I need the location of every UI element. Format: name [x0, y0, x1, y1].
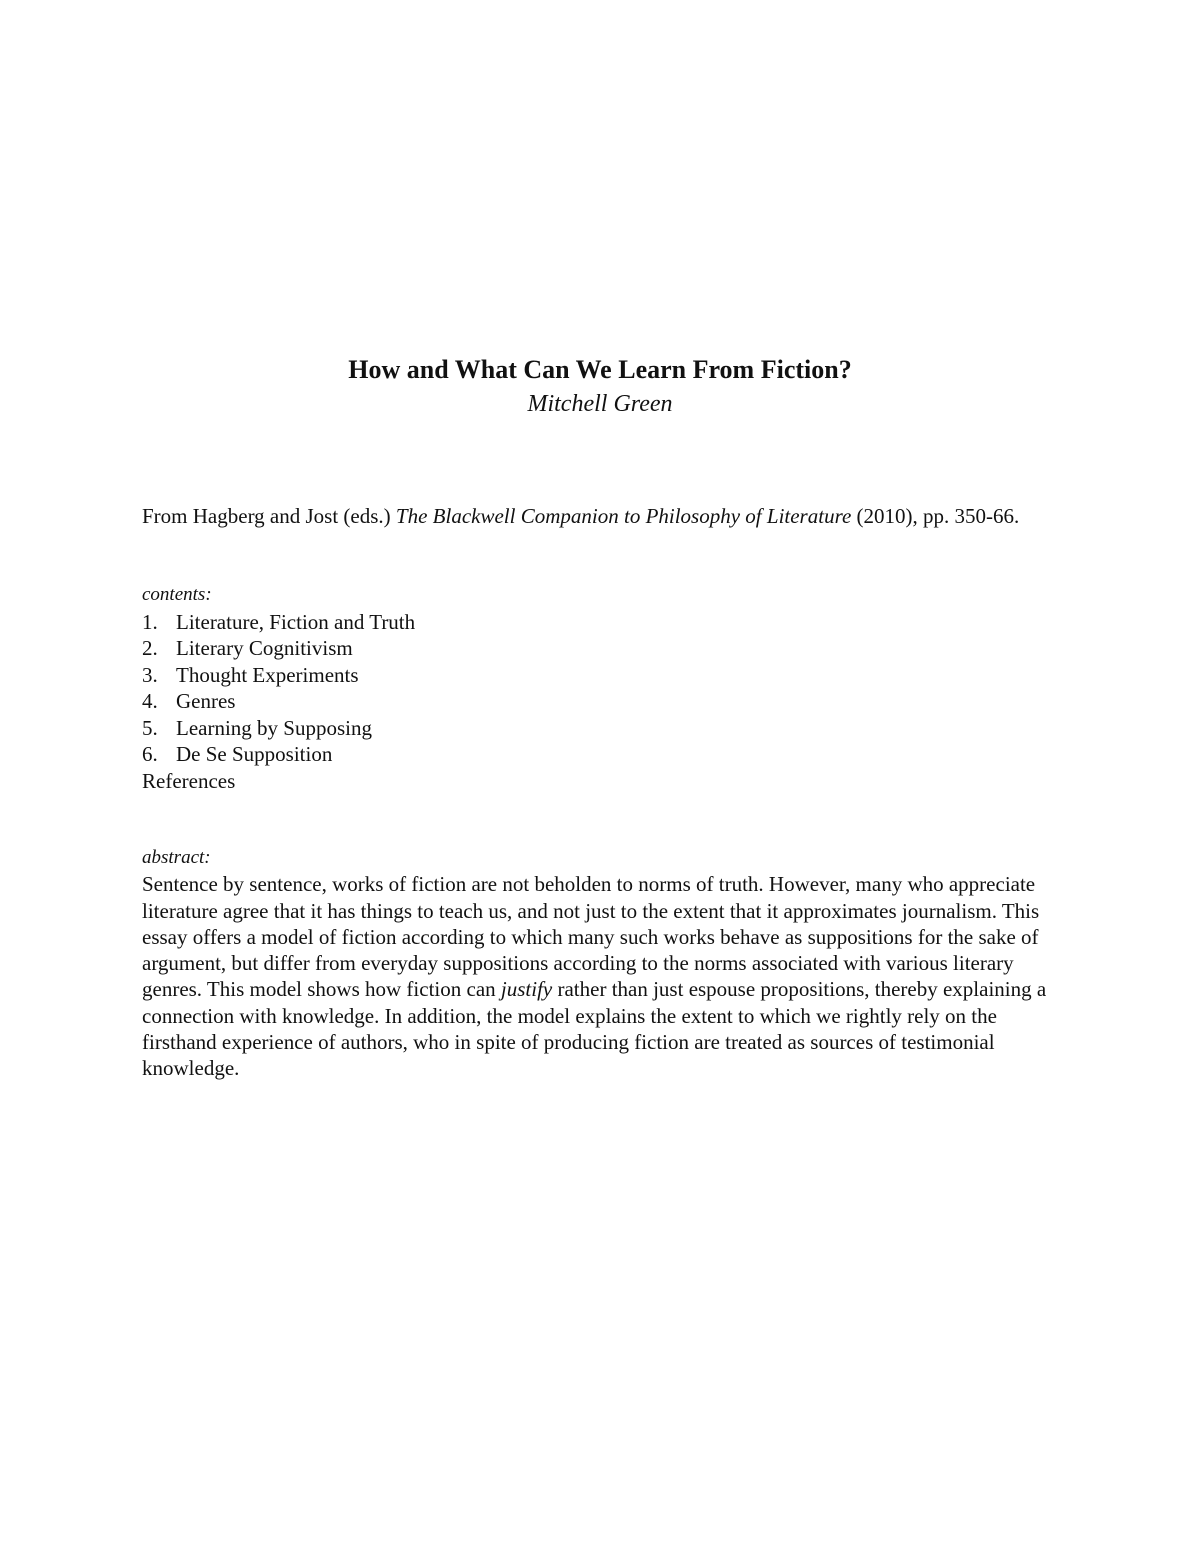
document-title: How and What Can We Learn From Fiction? [348, 355, 852, 384]
toc-item [142, 609, 842, 636]
contents-label: contents: [142, 584, 212, 605]
toc-item-label: Literary Cognitivism [176, 636, 353, 660]
abstract-text-part: Sentence by sentence, works of fiction are not beholden to norms of truth. However, many who appreciate literature agree that it has things to teach us, and not just to the extent that it approximates journalism. This essay offers a model of fiction according to which many such works behave as suppositions for the sake of argument, but differ from everyday suppositions according to the norms associated with various literary genres. This model shows how fiction can [142, 872, 1040, 1002]
toc-item-number: 4. [142, 689, 158, 713]
toc-item-number: 2. [142, 636, 158, 660]
table-of-contents [142, 582, 842, 794]
toc-item-label: Genres [176, 689, 236, 713]
toc-item [142, 662, 842, 689]
title-block [0, 352, 1200, 420]
toc-item-label: Learning by Supposing [176, 715, 372, 740]
toc-item-label: De Se Supposition [176, 742, 333, 766]
toc-item [142, 741, 842, 768]
toc-item-number: 3. [142, 662, 158, 687]
toc-item [142, 688, 842, 715]
toc-item-number: 6. [142, 742, 158, 766]
source-citation [142, 502, 1082, 530]
source-suffix: (2010), pp. 350-66. [851, 504, 1020, 528]
toc-item-number: 1. [142, 609, 158, 634]
source-prefix: From Hagberg and Jost (eds.) [142, 504, 396, 528]
toc-item-label: Thought Experiments [176, 662, 359, 687]
toc-item [142, 635, 842, 662]
abstract-text [142, 871, 1072, 1081]
abstract-emphasis: justify [500, 977, 553, 1002]
references-entry: References [142, 768, 236, 793]
toc-list [142, 609, 842, 768]
toc-item-number: 5. [142, 715, 158, 740]
abstract-text-part: rather than just espouse propositions, thereby explaining a connection with knowledge. In addition, the model explains the extent to which we rightly rely on the firsthand experience of authors, who in spite of producing fiction are treated as sources of testimonial knowledge. [142, 977, 1047, 1081]
toc-item [142, 715, 842, 742]
abstract-label: abstract: [142, 847, 211, 868]
toc-item-label: Literature, Fiction and Truth [176, 609, 416, 634]
abstract-section [142, 845, 1072, 1082]
source-book-title: The Blackwell Companion to Philosophy of Literature [395, 504, 852, 528]
author-name: Mitchell Green [527, 391, 673, 417]
